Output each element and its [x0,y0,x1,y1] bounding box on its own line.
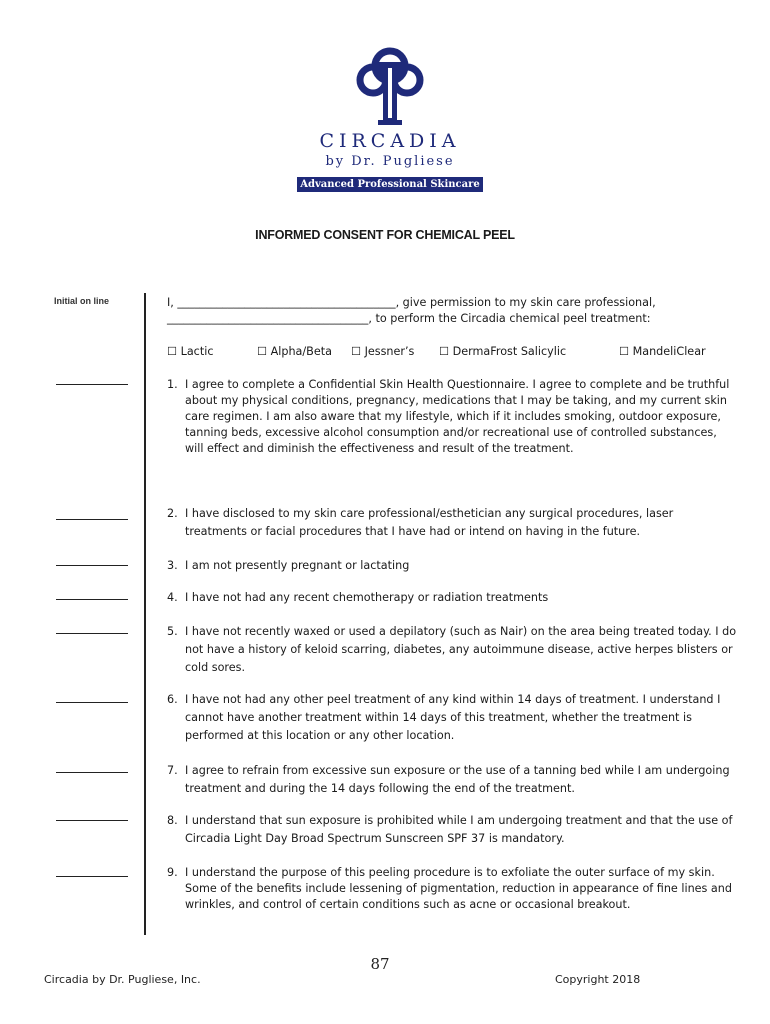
peel-option-mandeliclear[interactable]: ☐ MandeliClear [619,345,706,358]
item-number: 6. [167,693,178,706]
initial-line-8[interactable] [56,820,128,821]
item-number: 5. [167,625,178,638]
item-number: 7. [167,764,178,777]
footer-copyright: Copyright 2018 [555,973,641,986]
document-title: INFORMED CONSENT FOR CHEMICAL PEEL [255,228,515,242]
item-text: I have not had any other peel treatment of any kind within 14 days of treatment. I understand I cannot have another treatment within 14 days of this treatment, whether the treatment is performed at this location or any other location. [185,693,721,742]
consent-item-1 [167,377,737,457]
consent-item-8 [167,812,737,848]
footer-company: Circadia by Dr. Pugliese, Inc. [44,973,201,986]
peel-option-lactic[interactable]: ☐ Lactic [167,345,214,358]
consent-intro [167,295,737,327]
initial-line-3[interactable] [56,565,128,566]
item-text: I have not recently waxed or used a depilatory (such as Nair) on the area being treated today. I do not have a history of keloid scarring, diabetes, any autoimmune disease, active herpes blisters or cold sores. [185,625,737,674]
initial-line-1[interactable] [56,384,128,385]
item-number: 3. [167,559,178,572]
item-text: I agree to complete a Confidential Skin Health Questionnaire. I agree to complete and be truthful about my physical conditions, pregnancy, medications that I may be taking, and my current skin care regimen. I am also aware that my lifestyle, which if it includes smoking, outdoor exposure, tanning beds, excessive alcohol consumption and/or recreational use of controlled substances, will effect and diminish the effectiveness and result of the treatment. [185,378,730,455]
item-text: I understand that sun exposure is prohibited while I am undergoing treatment and that the use of Circadia Light Day Broad Spectrum Sunscreen SPF 37 is mandatory. [185,814,733,845]
item-number: 4. [167,591,178,604]
item-number: 1. [167,378,178,391]
consent-item-7 [167,762,737,798]
item-text: I have not had any recent chemotherapy or radiation treatments [185,591,549,604]
item-number: 8. [167,814,178,827]
peel-option-dermafrost-salicylic[interactable]: ☐ DermaFrost Salicylic [439,345,567,358]
brand-name: CIRCADIA [319,130,461,152]
initial-line-9[interactable] [56,876,128,877]
item-text: I understand the purpose of this peeling procedure is to exfoliate the outer surface of my skin. Some of the benefits include lessening of pigmentation, reduction in appearance of fine lines and wrinkles, and control of certain conditions such as acne or occasional breakout. [185,866,732,911]
circadia-logo-icon [350,42,430,127]
initial-line-4[interactable] [56,599,128,600]
item-number: 2. [167,507,178,520]
initial-line-6[interactable] [56,702,128,703]
initial-line-5[interactable] [56,633,128,634]
consent-item-6 [167,691,737,745]
initial-line-2[interactable] [56,519,128,520]
item-text: I agree to refrain from excessive sun exposure or the use of a tanning bed while I am undergoing treatment and during the 14 days following the end of the treatment. [185,764,730,795]
consent-item-4 [167,590,737,606]
brand-tagline: Advanced Professional Skincare [297,177,483,192]
initial-line-7[interactable] [56,772,128,773]
peel-option-jessners[interactable]: ☐ Jessner’s [351,345,415,358]
item-number: 9. [167,866,178,879]
consent-item-2 [167,505,737,541]
brand-byline: by Dr. Pugliese [325,154,455,169]
peel-option-alpha-beta[interactable]: ☐ Alpha/Beta [257,345,332,358]
intro-line-1[interactable]: I, _______________________________________, give permission to my skin care professional, [167,296,656,309]
page-number: 87 [370,955,390,973]
initial-on-line-label: Initial on line [54,296,110,306]
column-divider [144,293,146,935]
item-text: I have disclosed to my skin care professional/esthetician any surgical procedures, laser treatments or facial procedures that I have had or intend on having in the future. [185,507,674,538]
intro-line-2[interactable]: ____________________________________, to perform the Circadia chemical peel treatment: [167,312,651,325]
peel-options [167,345,737,361]
consent-item-3 [167,558,737,574]
consent-item-5 [167,623,737,677]
consent-item-9 [167,865,737,913]
item-text: I am not presently pregnant or lactating [185,559,410,572]
